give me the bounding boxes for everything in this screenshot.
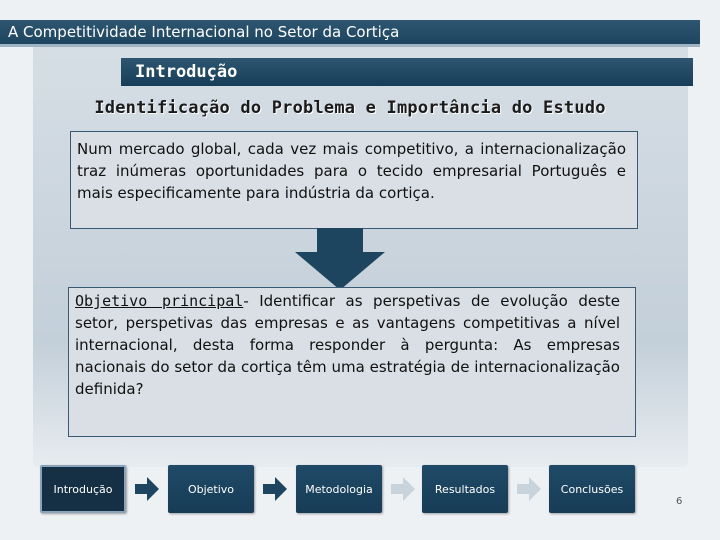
- presentation-title: A Competitividade Internacional no Setor da Cortiça: [8, 23, 400, 41]
- nav-step-label: Metodologia: [305, 482, 373, 496]
- nav-step-label: Objetivo: [187, 482, 235, 496]
- nav-step-introducao[interactable]: [40, 465, 126, 513]
- nav-step-conclusoes[interactable]: [549, 465, 635, 513]
- objective-text: - Identificar as perspetivas de evolução deste setor, perspetivas das empresas e as vantagens competitivas a nível internacional, desta forma responder à pergunta: As empresas nacionais do setor da cortiça têm uma estratégia de internacionalização definida?: [75, 292, 620, 398]
- down-arrow-icon: [295, 228, 385, 290]
- nav-step-resultados[interactable]: [422, 465, 508, 513]
- nav-step-objetivo[interactable]: [168, 465, 254, 513]
- nav-step-metodologia[interactable]: [296, 465, 382, 513]
- nav-arrow-icon: [135, 477, 159, 501]
- presentation-title-bar: [0, 20, 700, 44]
- objective-box: [68, 287, 636, 437]
- nav-arrow-icon: [263, 477, 287, 501]
- objective-label: Objetivo principal: [75, 292, 244, 310]
- page-number: 6: [676, 496, 683, 507]
- section-title-label: Introdução: [135, 62, 238, 82]
- section-title: [121, 58, 693, 86]
- nav-arrow-icon: [517, 477, 541, 501]
- problem-text: Num mercado global, cada vez mais competitivo, a internacionalização traz inúmeras oportunidades para o tecido empresarial Português e mais especificamente para indústria da cortiça.: [77, 140, 626, 202]
- slide-heading: Identificação do Problema e Importância do Estudo: [94, 98, 606, 118]
- nav-arrow-icon: [391, 477, 415, 501]
- nav-step-label: Introdução: [53, 482, 113, 496]
- nav-step-label: Resultados: [434, 482, 496, 496]
- problem-text-box: [70, 131, 638, 229]
- nav-step-label: Conclusões: [560, 482, 624, 496]
